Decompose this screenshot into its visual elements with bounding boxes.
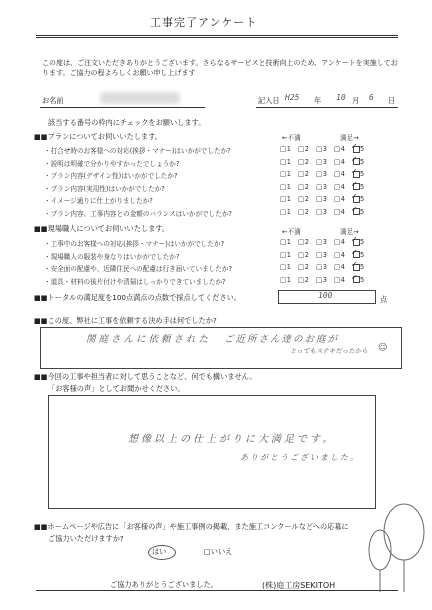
publish-yes-option[interactable]: はい <box>152 547 167 556</box>
plan-option-4[interactable]: □4 <box>334 207 346 216</box>
plan-question: ・プラン内容、工事内容との金額のバランスはいかがでしたか? <box>44 209 232 218</box>
staff-option-1[interactable]: □1 <box>280 238 292 246</box>
check-icon: ✓ <box>351 235 358 244</box>
total-unit: 点 <box>380 295 388 304</box>
publish-no-option[interactable]: □いいえ <box>204 547 233 556</box>
staff-option-2[interactable]: □2 <box>298 238 310 246</box>
plan-option-5-label: 5 <box>360 207 365 216</box>
plan-scale-low: ←不満 <box>282 134 301 142</box>
plan-option-5-label: 5 <box>360 182 365 191</box>
plan-option-4[interactable]: □4 <box>334 157 346 166</box>
staff-option-3[interactable]: □3 <box>316 250 328 259</box>
name-redacted <box>100 92 180 104</box>
staff-option-4[interactable]: □4 <box>334 250 346 259</box>
page-title: 工事完了アンケート <box>150 16 258 29</box>
instruction-text: 該当する番号の枠内にチェックをお願いします。 <box>48 118 206 127</box>
staff-option-1[interactable]: □1 <box>280 263 292 271</box>
staff-option-4[interactable]: □4 <box>334 263 346 271</box>
title-divider <box>36 35 398 36</box>
staff-option-5-label: 5 <box>360 263 365 271</box>
plan-option-2[interactable]: □2 <box>298 195 310 203</box>
voice-label: ■■今回の工事や担当者に対して思うことなど、何でも構いません。 <box>34 372 257 381</box>
check-icon: ✓ <box>351 154 358 164</box>
reason-label: ■■この度、弊社に工事を依頼する決め手は何でしたか? <box>34 316 217 325</box>
voice-answer-2: ありがとうございました。 <box>240 453 360 462</box>
staff-heading: ■■現場職人についてお伺いいたします。 <box>34 224 170 233</box>
date-label: 記入日 <box>258 96 280 105</box>
intro-text: この度は、ご注文いただきありがとうございます。さらなるサービスと技術向上のため、アンケートを実施しております。ご協力の程よろしくお願い申し上げます <box>42 59 398 77</box>
check-icon: ✓ <box>351 272 358 282</box>
publish-label: ■■ホームページや広告に「お客様の声」や施工事例の掲載、また施工コンクールなどへの応募に <box>34 522 349 531</box>
plan-option-1[interactable]: □1 <box>280 145 292 153</box>
reason-answer-2: ご近所さん達のお庭が <box>224 334 340 345</box>
footer-thanks: ご協力ありがとうございました。 <box>110 580 218 589</box>
check-icon: ✓ <box>351 204 358 214</box>
staff-option-1[interactable]: □1 <box>280 275 292 284</box>
staff-option-5-label: 5 <box>360 238 365 246</box>
plan-option-1[interactable]: □1 <box>280 182 292 191</box>
plan-scale-high: 満足→ <box>340 134 359 142</box>
footer-divider <box>36 590 398 591</box>
date-day-unit: 日 <box>388 96 396 105</box>
staff-option-4[interactable]: □4 <box>334 238 346 246</box>
plan-option-3[interactable]: □3 <box>316 195 328 203</box>
plan-option-2[interactable]: □2 <box>298 182 310 191</box>
date-month-unit: 月 <box>352 96 360 105</box>
name-label: お名前 <box>42 96 64 105</box>
staff-question: ・工事中のお客様への対応(挨拶・マナー)はいかがでしたか? <box>44 240 225 248</box>
staff-option-3[interactable]: □3 <box>316 238 328 246</box>
staff-scale-low: ←不満 <box>282 228 301 236</box>
total-score: 100 <box>318 291 333 300</box>
plan-option-1[interactable]: □1 <box>280 207 292 216</box>
voice-answer-1: 想像以上の仕上がりに大満足です。 <box>128 434 336 445</box>
plan-heading: ■■プランについてお伺いいたします。 <box>34 132 162 141</box>
plan-question: ・イメージ通りに仕上がりましたか? <box>44 197 153 205</box>
staff-option-2[interactable]: □2 <box>298 275 310 284</box>
check-icon: ✓ <box>351 260 358 269</box>
staff-option-5-label: 5 <box>360 275 365 284</box>
date-underline <box>256 107 398 108</box>
check-icon: ✓ <box>351 192 358 201</box>
date-day: 6 <box>369 93 374 102</box>
plan-option-1[interactable]: □1 <box>280 170 292 178</box>
plan-question: ・打合せ時のお客様への対応(挨拶・マナー)はいかがでしたか? <box>44 147 231 155</box>
plan-question: ・説明は明確で分かりやすかったでしょうか? <box>44 159 180 168</box>
staff-option-2[interactable]: □2 <box>298 263 310 271</box>
plan-option-3[interactable]: □3 <box>316 182 328 191</box>
date-era: H25 <box>285 93 300 102</box>
check-icon: ✓ <box>351 167 358 176</box>
staff-scale-high: 満足→ <box>340 228 359 236</box>
plan-option-4[interactable]: □4 <box>334 170 346 178</box>
staff-option-5-label: 5 <box>360 250 365 259</box>
plan-option-2[interactable]: □2 <box>298 170 310 178</box>
date-month: 10 <box>336 93 346 102</box>
plan-option-4[interactable]: □4 <box>334 145 346 153</box>
plan-option-5-label: 5 <box>360 145 365 153</box>
plan-option-5-label: 5 <box>360 157 365 166</box>
plan-option-3[interactable]: □3 <box>316 145 328 153</box>
title-divider-2 <box>36 37 398 38</box>
footer-company: (株)庭工房SEKITOH <box>262 581 336 590</box>
check-icon: ✓ <box>351 142 358 151</box>
total-label: ■■トータルの満足度を100点満点の点数で採点してください。 <box>34 293 241 302</box>
plan-option-2[interactable]: □2 <box>298 207 310 216</box>
plan-option-4[interactable]: □4 <box>334 195 346 203</box>
plan-option-3[interactable]: □3 <box>316 170 328 178</box>
staff-option-3[interactable]: □3 <box>316 263 328 271</box>
plan-question: ・プラン内容(実用性)はいかがでしたか? <box>44 184 165 193</box>
check-icon: ✓ <box>351 247 358 257</box>
plan-option-5-label: 5 <box>360 170 365 178</box>
voice-sub: 「お客様の声」としてお聞かせください。 <box>48 384 185 393</box>
smile-icon: ☺ <box>378 343 388 353</box>
plan-option-5-label: 5 <box>360 195 365 203</box>
reason-answer-1: 関庭さんに依頼された <box>86 334 212 345</box>
date-year-unit: 年 <box>314 96 322 105</box>
plan-option-3[interactable]: □3 <box>316 157 328 166</box>
staff-question: ・安全面の配慮や、近隣住民への配慮は行き届いていましたか? <box>44 265 232 273</box>
plan-option-2[interactable]: □2 <box>298 145 310 153</box>
plan-option-1[interactable]: □1 <box>280 157 292 166</box>
reason-answer-3: とってもステキだったから <box>290 347 368 355</box>
staff-option-2[interactable]: □2 <box>298 250 310 259</box>
plan-question: ・プラン内容(デザイン性)はいかがでしたか? <box>44 172 178 180</box>
staff-question: ・道具・材料の後片付けや清掃はしっかりできていましたか? <box>44 277 226 286</box>
publish-label-2: ご協力いただけますか? <box>48 534 124 543</box>
staff-option-1[interactable]: □1 <box>280 250 292 259</box>
check-icon: ✓ <box>351 179 358 189</box>
plan-option-2[interactable]: □2 <box>298 157 310 166</box>
staff-question: ・現場職人の服装や身なりはいかがでしたか? <box>44 252 180 261</box>
staff-option-3[interactable]: □3 <box>316 275 328 284</box>
plan-option-3[interactable]: □3 <box>316 207 328 216</box>
plan-option-1[interactable]: □1 <box>280 195 292 203</box>
name-underline <box>40 107 205 108</box>
plan-option-4[interactable]: □4 <box>334 182 346 191</box>
tree-illustration <box>360 500 428 595</box>
staff-option-4[interactable]: □4 <box>334 275 346 284</box>
